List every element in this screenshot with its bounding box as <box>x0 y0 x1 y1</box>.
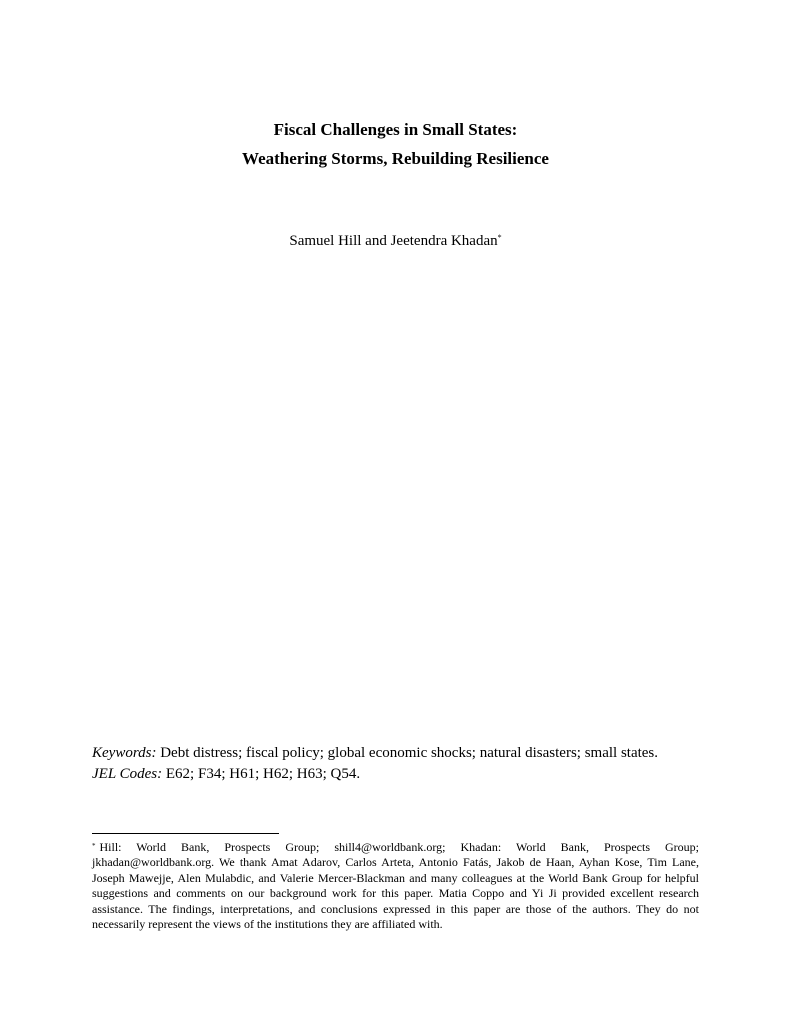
author-line <box>0 232 791 250</box>
paper-title-line-2: Weathering Storms, Rebuilding Resilience <box>242 149 549 168</box>
author-footnote-marker: * <box>497 233 502 242</box>
footnote-divider <box>92 833 279 834</box>
jel-codes-label: JEL Codes: <box>92 766 163 782</box>
jel-codes-text: E62; F34; H61; H62; H63; Q54. <box>165 766 361 782</box>
footnote-marker: * <box>92 842 96 850</box>
paper-title-line-1: Fiscal Challenges in Small States: <box>273 120 518 139</box>
keywords-block <box>92 743 702 785</box>
keywords-text: Debt distress; fiscal policy; global economic shocks; natural disasters; small states. <box>160 745 659 761</box>
footnote-text: Hill: World Bank, Prospects Group; shill4@worldbank.org; Khadan: World Bank, Prospects Group; jkhadan@worldbank.org. We thank Amat Adarov, Carlos Arteta, Antonio Fatás, Jakob de Haan, Ayhan Kose, Tim Lane, Joseph Mawejje, Alen Mulabdic, and Valerie Mercer-Blackman and many colleagues at the World Bank Group for helpful suggestions and comments on our background work for this paper. Matia Coppo and Yi Ji provided excellent research assistance. The findings, interpretations, and conclusions expressed in this paper are those of the authors. They do not necessarily represent the views of the institutions they are affiliated with. <box>92 840 699 932</box>
jel-codes-line <box>92 764 702 785</box>
keywords-line <box>92 743 702 764</box>
author-names: Samuel Hill and Jeetendra Khadan <box>289 233 498 249</box>
author-footnote <box>92 840 699 932</box>
keywords-label: Keywords: <box>92 745 157 761</box>
